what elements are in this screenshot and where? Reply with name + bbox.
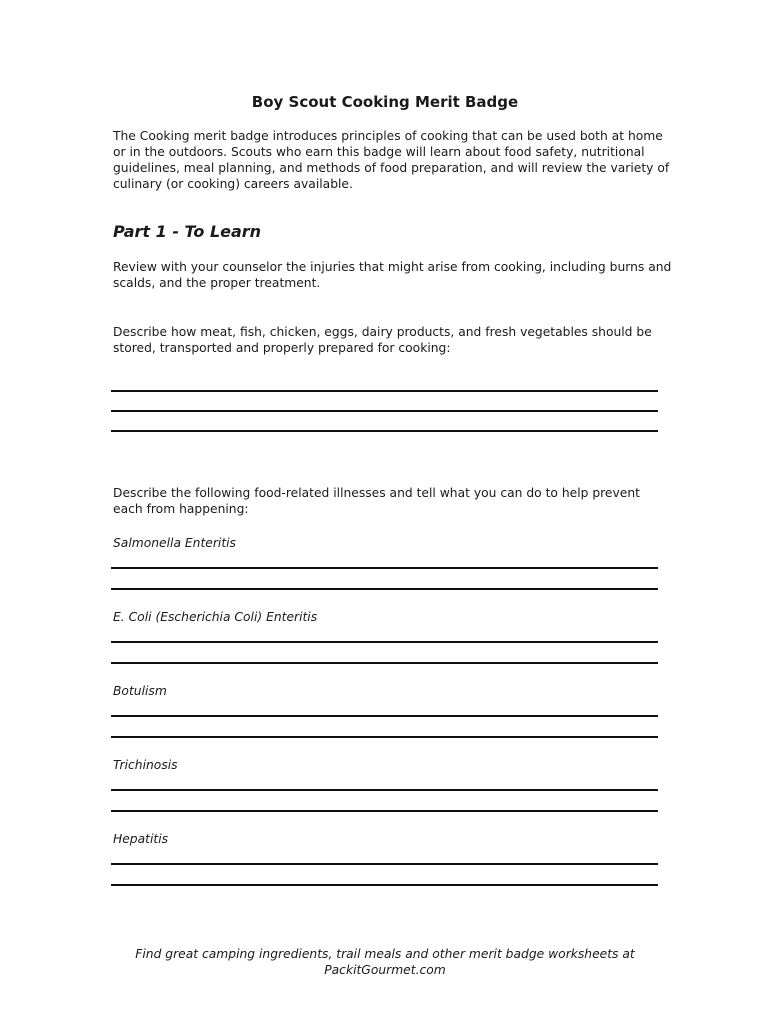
intro-paragraph: The Cooking merit badge introduces principles of cooking that can be used both at home or in the outdoors. Scouts who earn this badge will learn about food safety, nutritional guidelines, meal planning, and methods of food preparation, and will review the variety of culinary (or cooking) careers available. [113, 129, 670, 191]
illness-label-botulism: Botulism [113, 684, 167, 698]
footer-line: Find great camping ingredients, trail meals and other merit badge worksheets at [135, 947, 635, 961]
answer-line[interactable] [111, 715, 658, 717]
answer-line[interactable] [111, 390, 658, 392]
answer-line[interactable] [111, 863, 658, 865]
answer-line[interactable] [111, 810, 658, 812]
illness-label-hepatitis: Hepatitis [113, 832, 169, 846]
illness-label-trichinosis: Trichinosis [113, 758, 178, 772]
answer-line[interactable] [111, 789, 658, 791]
question-illnesses: Describe the following food-related illnesses and tell what you can do to help prevent each from happening: [113, 486, 640, 516]
question-injuries: Review with your counselor the injuries that might arise from cooking, including burns and scalds, and the proper treatment. [113, 260, 672, 290]
part-heading: Part 1 - To Learn [113, 222, 262, 241]
illness-label-salmonella: Salmonella Enteritis [113, 536, 236, 550]
question-food-storage: Describe how meat, fish, chicken, eggs, dairy products, and fresh vegetables should be stored, transported and properly prepared for cooking: [113, 325, 652, 355]
page-title: Boy Scout Cooking Merit Badge [251, 93, 519, 111]
illness-label-ecoli: E. Coli (Escherichia Coli) Enteritis [113, 610, 318, 624]
answer-line[interactable] [111, 430, 658, 432]
footer [0, 946, 770, 978]
answer-line[interactable] [111, 736, 658, 738]
answer-line[interactable] [111, 588, 658, 590]
answer-line[interactable] [111, 662, 658, 664]
footer-link[interactable]: PackitGourmet.com [324, 963, 446, 977]
answer-line[interactable] [111, 410, 658, 412]
answer-line[interactable] [111, 641, 658, 643]
answer-line[interactable] [111, 567, 658, 569]
answer-line[interactable] [111, 884, 658, 886]
